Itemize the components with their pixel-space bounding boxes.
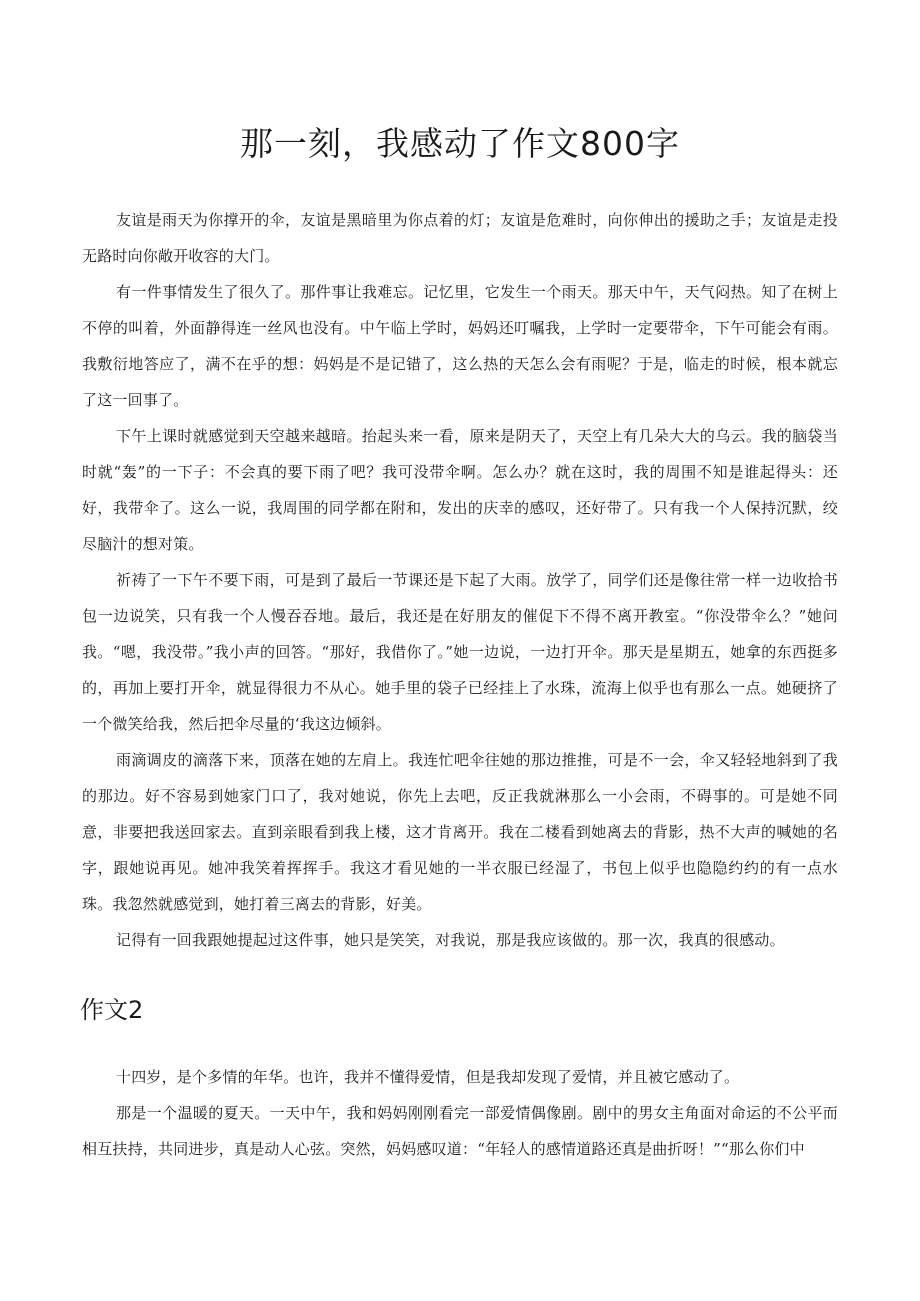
essay-1-paragraph-1: 友谊是雨天为你撑开的伞，友谊是黑暗里为你点着的灯；友谊是危难时，向你伸出的援助之手；友谊是走投无路时向你敞开收容的大门。 (82, 211, 838, 265)
essay-1-paragraph-4: 祈祷了一下午不要下雨，可是到了最后一节课还是下起了大雨。放学了，同学们还是像往常一样一边收拾书包一边说笑，只有我一个人慢吞吞地。最后，我还是在好朋友的催促下不得不离开教室。“你没带伞么？”她问我。“嗯，我没带。”我小声的回答。“那好，我借你了。”她一边说，一边打开伞。那天是星期五，她拿的东西挺多的，再加上要打开伞，就显得很力不从心。她手里的袋子已经挂上了水珠，流海上似乎也有那么一点。她硬挤了一个微笑给我，然后把伞尽量的‘我这边倾斜。 (82, 571, 838, 733)
essay-1-paragraph-2: 有一件事情发生了很久了。那件事让我难忘。记忆里，它发生一个雨天。那天中午，天气闷热。知了在树上不停的叫着，外面静得连一丝风也没有。中午临上学时，妈妈还叮嘱我，上学时一定要带伞，下午可能会有雨。我敷衍地答应了，满不在乎的想：妈妈是不是记错了，这么热的天怎么会有雨呢？于是，临走的时候，根本就忘了这一回事了。 (82, 283, 838, 409)
essay-1-paragraph-3: 下午上课时就感觉到天空越来越暗。抬起头来一看，原来是阴天了，天空上有几朵大大的乌云。我的脑袋当时就“轰”的一下子：不会真的要下雨了吧？我可没带伞啊。怎么办？就在这时，我的周围不知是谁起得头：还好，我带伞了。这么一说，我周围的同学都在附和，发出的庆幸的感叹，还好带了。只有我一个人保持沉默，绞尽脑汁的想对策。 (82, 427, 838, 553)
essay-2-heading: 作文2 (80, 996, 144, 1024)
essay-1-paragraph-5: 雨滴调皮的滴落下来，顶落在她的左肩上。我连忙吧伞往她的那边推推，可是不一会，伞又轻轻地斜到了我的那边。好不容易到她家门口了，我对她说，你先上去吧，反正我就淋那么一小会雨，不碍事的。可是她不同意，非要把我送回家去。直到亲眼看到我上楼，这才肯离开。我在二楼看到她离去的背影，热不大声的喊她的名字，跟她说再见。她冲我笑着挥挥手。我这才看见她的一半衣服已经湿了，书包上似乎也隐隐约约的有一点水珠。我忽然就感觉到，她打着三离去的背影，好美。 (82, 751, 838, 913)
page-title: 那一刻，我感动了作文800字 (240, 124, 680, 163)
essay-2-body (82, 1059, 838, 1167)
essay-1-paragraph-6: 记得有一回我跟她提起过这件事，她只是笑笑，对我说，那是我应该做的。那一次，我真的很感动。 (116, 931, 785, 949)
essay-2-paragraph-2: 那是一个温暖的夏天。一天中午，我和妈妈刚刚看完一部爱情偶像剧。剧中的男女主角面对命运的不公平而相互扶持，共同进步，真是动人心弦。突然，妈妈感叹道：“年轻人的感情道路还真是曲折呀！”“那么你们中 (82, 1104, 838, 1158)
essay-1-body (82, 202, 838, 958)
essay-2-paragraph-1: 十四岁，是个多情的年华。也许，我并不懂得爱情，但是我却发现了爱情，并且被它感动了。 (116, 1068, 740, 1086)
